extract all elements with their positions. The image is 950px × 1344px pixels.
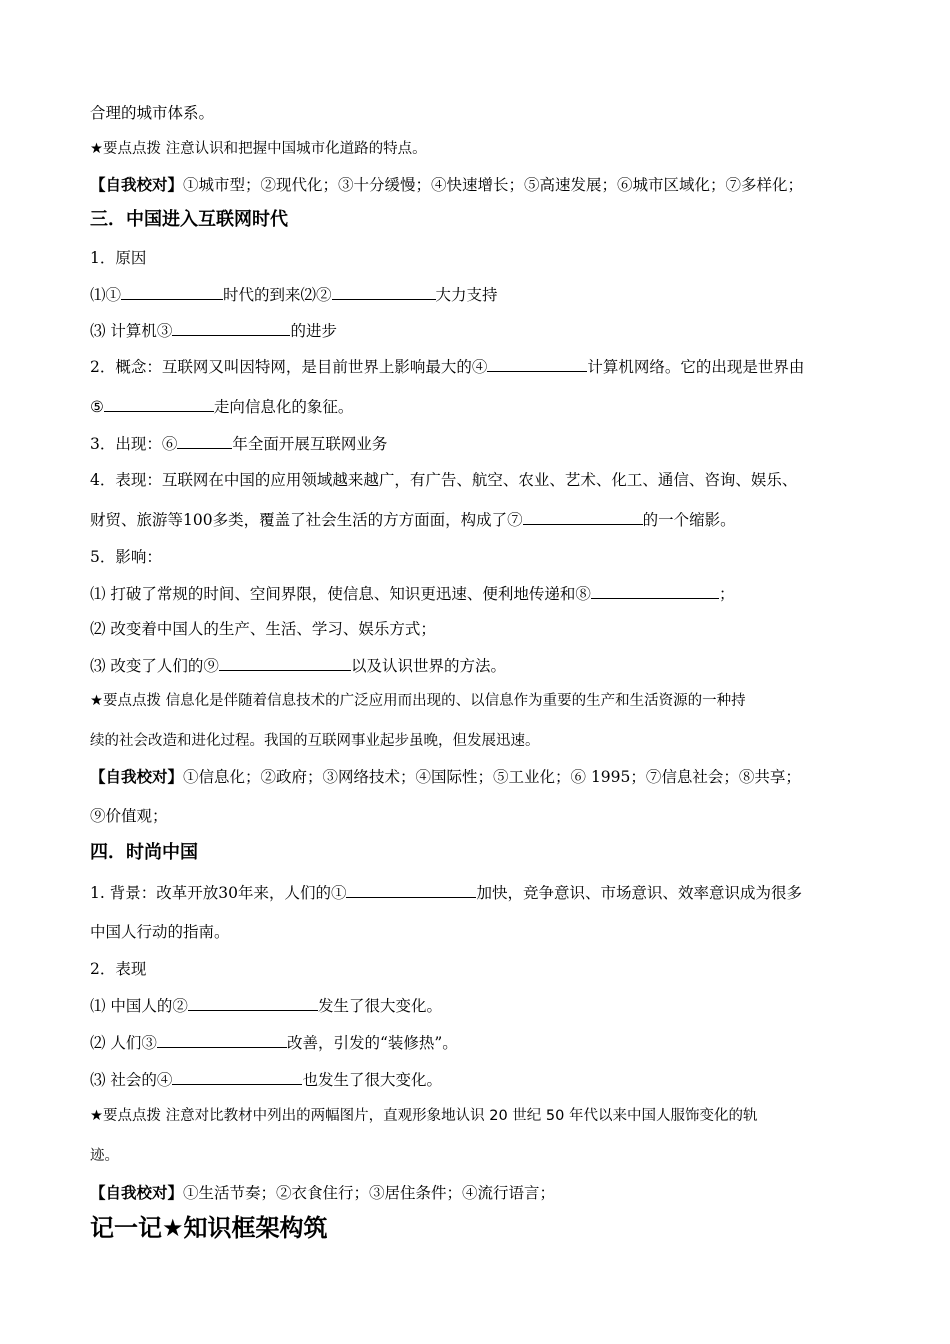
reason-line-1: ⑴① 时代的到来⑵② 大力支持 [90, 286, 498, 304]
impact-line-1: ⑴ 打破了常规的时间、空间界限，使信息、知识更迅速、便利地传递和⑧ ； [90, 585, 735, 603]
fill-blank-8[interactable] [591, 583, 719, 599]
fill-blank-5[interactable] [104, 396, 214, 412]
fill-blank-9[interactable] [219, 655, 351, 671]
tip-informatization-1: ★要点点拨 信息化是伴随着信息技术的广泛应用而出现的、以信息作为重要的生产和生活资源的一种持 [90, 693, 746, 709]
reason-line-2: ⑶ 计算机③ 的进步 [90, 322, 337, 340]
fill-blank-6[interactable] [177, 433, 232, 449]
self-check-urbanization: 【自我校对】①城市型；②现代化；③十分缓慢；④快速增长；⑤高速发展；⑥城市区域化；⑦多样化； [90, 175, 804, 194]
section-title-fashion: 四．时尚中国 [90, 842, 198, 863]
fill-blank-7[interactable] [523, 509, 643, 525]
performance-line-1: 4．表现：互联网在中国的应用领域越来越广，有广告、航空、农业、艺术、化工、通信、咨询、娱乐、 [90, 471, 798, 489]
section-title-knowledge-framework: 记一记★知识框架构筑 [90, 1214, 328, 1242]
appearance-line: 3．出现：⑥ 年全面开展互联网业务 [90, 435, 388, 453]
expression-line-1: ⑴ 中国人的② 发生了很大变化。 [90, 997, 442, 1015]
tip-urbanization: ★要点点拨 注意认识和把握中国城市化道路的特点。 [90, 141, 427, 157]
fill-blank-1[interactable] [121, 284, 223, 300]
paragraph-city-system: 合理的城市体系。 [90, 104, 215, 122]
fill-blank-11[interactable] [188, 995, 318, 1011]
fill-blank-4[interactable] [487, 356, 587, 372]
tip-clothing-1: ★要点点拨 注意对比教材中列出的两幅图片，直观形象地认识 20 世纪 50 年代以来中国人服饰变化的轨 [90, 1108, 758, 1124]
tip-clothing-2: 迹。 [90, 1148, 119, 1164]
self-check-label: 【自我校对】 [90, 1183, 184, 1202]
fill-blank-12[interactable] [157, 1032, 287, 1048]
tip-informatization-2: 续的社会改造和进化过程。我国的互联网事业起步虽晚，但发展迅速。 [90, 733, 540, 749]
concept-line-2: ⑤ 走向信息化的象征。 [90, 398, 354, 416]
performance-line-2: 财贸、旅游等100多类，覆盖了社会生活的方方面面，构成了⑦ 的一个缩影。 [90, 511, 736, 529]
background-line-1: 1. 背景：改革开放30年来，人们的① 加快，竞争意识、市场意识、效率意识成为很多 [90, 884, 802, 902]
self-check-fashion: 【自我校对】①生活节奏；②衣食住行；③居住条件；④流行语言； [90, 1183, 556, 1202]
fill-blank-3[interactable] [172, 320, 290, 336]
self-check-label: 【自我校对】 [90, 175, 184, 194]
self-check-internet-1: 【自我校对】①信息化；②政府；③网络技术；④国际性；⑤工业化；⑥ 1995；⑦信息社会；⑧共享； [90, 767, 801, 786]
self-check-internet-2: ⑨价值观； [90, 807, 168, 825]
self-check-label: 【自我校对】 [90, 767, 184, 786]
section-title-internet: 三．中国进入互联网时代 [90, 209, 288, 230]
fill-blank-2[interactable] [332, 284, 436, 300]
impact-line-3: ⑶ 改变了人们的⑨ 以及认识世界的方法。 [90, 657, 506, 675]
background-line-2: 中国人行动的指南。 [90, 923, 230, 941]
heading-reason: 1．原因 [90, 249, 147, 267]
concept-line-1: 2．概念：互联网又叫因特网，是目前世界上影响最大的④ 计算机网络。它的出现是世界由 [90, 358, 805, 376]
fill-blank-13[interactable] [172, 1069, 302, 1085]
impact-line-2: ⑵ 改变着中国人的生产、生活、学习、娱乐方式； [90, 620, 436, 638]
expression-line-2: ⑵ 人们③ 改善，引发的“装修热”。 [90, 1034, 458, 1052]
heading-expression: 2．表现 [90, 960, 147, 978]
fill-blank-10[interactable] [346, 882, 476, 898]
heading-impact: 5．影响： [90, 548, 162, 566]
expression-line-3: ⑶ 社会的④ 也发生了很大变化。 [90, 1071, 442, 1089]
